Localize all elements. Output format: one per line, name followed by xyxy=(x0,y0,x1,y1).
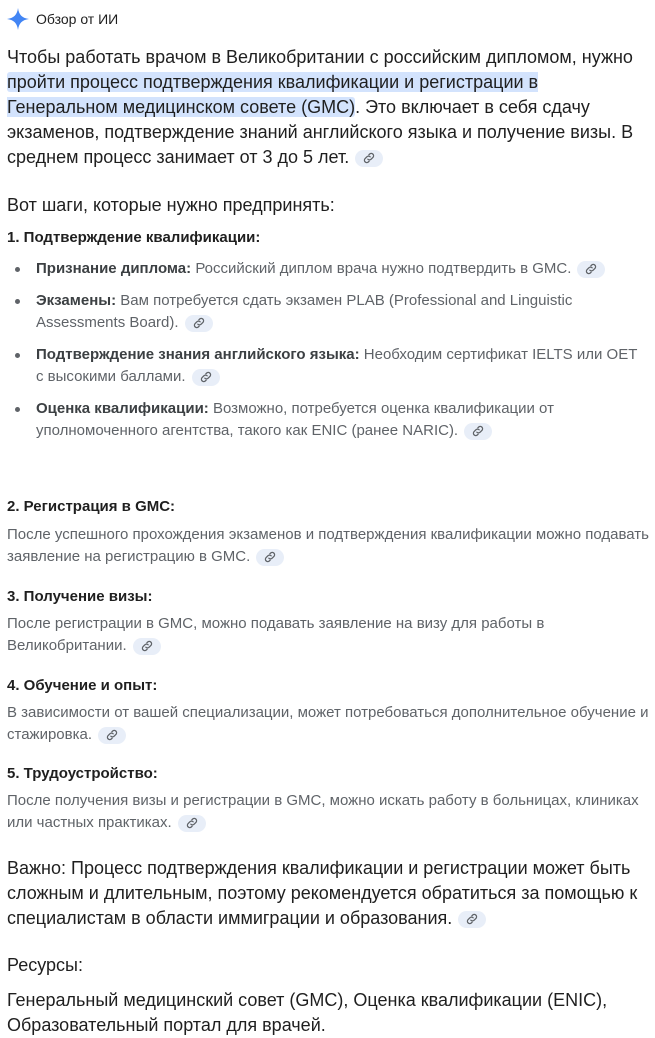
link-icon xyxy=(362,151,376,165)
step5-heading: 5. Трудоустройство: xyxy=(7,765,158,782)
resources-label: Ресурсы: xyxy=(7,955,83,975)
step2-heading: 2. Регистрация в GMC: xyxy=(7,498,176,515)
intro-paragraph: Чтобы работать врачом в Великобритании с российским дипломом, нужно пройти процесс подтверждения квалификации и регистрации в Генеральном медицинском совете (GMC). Это включает в себя сдачу экзаменов, подтверждение знаний английского языка и получение визы. В среднем процесс занимает от 3 до 5 лет. xyxy=(7,47,634,167)
bullet-dot xyxy=(15,407,20,412)
list-item: Оценка квалификации: Возможно, потребуется оценка квалификации от уполномоченного агентства, такого как ENIC (ранее NARIC). xyxy=(0,398,650,442)
bullet-dot xyxy=(15,267,20,272)
step2-text: После успешного прохождения экзаменов и подтверждения квалификации можно подавать заявление на регистрацию в GMC. xyxy=(7,526,649,565)
bullet-dot xyxy=(15,353,20,358)
list-item: Экзамены: Вам потребуется сдать экзамен PLAB (Professional and Linguistic Assessments Board). xyxy=(0,290,650,334)
link-icon xyxy=(199,370,213,384)
step5-text: После получения визы и регистрации в GMC, можно искать работу в больницах, клиниках или частных практиках. xyxy=(7,792,639,831)
source-link-button[interactable] xyxy=(464,423,492,440)
link-icon xyxy=(465,912,479,926)
source-link-button[interactable] xyxy=(98,727,126,744)
resources-text: Генеральный медицинский совет (GMC), Оценка квалификации (ENIC), Образовательный портал для врачей. xyxy=(7,990,608,1035)
header-title: Обзор от ИИ xyxy=(36,11,119,27)
source-link-button[interactable] xyxy=(133,638,161,655)
step4-text: В зависимости от вашей специализации, может потребоваться дополнительное обучение и стажировка. xyxy=(7,704,649,743)
important-note: Важно: Процесс подтверждения квалификации и регистрации может быть сложным и длительным, поэтому рекомендуется обратиться за помощью к специалистам в области иммиграции и образования. xyxy=(7,858,638,928)
bullet-dot xyxy=(15,299,20,304)
list-item: Подтверждение знания английского языка: Необходим сертификат IELTS или OET с высокими баллами. xyxy=(0,344,650,388)
sparkle-icon xyxy=(6,7,30,31)
source-link-button[interactable] xyxy=(185,315,213,332)
link-icon xyxy=(584,262,598,276)
intro-highlight: пройти процесс подтверждения квалификации и регистрации в Генеральном медицинском совете (GMC) xyxy=(7,72,539,117)
step3-text: После регистрации в GMC, можно подавать заявление на визу для работы в Великобритании. xyxy=(7,615,545,654)
link-icon xyxy=(192,316,206,330)
list-item: Признание диплома: Российский диплом врача нужно подтвердить в GMC. xyxy=(0,258,650,280)
ai-overview-header xyxy=(6,6,118,32)
source-link-button[interactable] xyxy=(192,369,220,386)
source-link-button[interactable] xyxy=(256,549,284,566)
link-icon xyxy=(105,728,119,742)
link-icon xyxy=(140,639,154,653)
link-icon xyxy=(263,550,277,564)
source-link-button[interactable] xyxy=(178,815,206,832)
steps-intro: Вот шаги, которые нужно предпринять: xyxy=(7,195,335,215)
source-link-button[interactable] xyxy=(458,911,486,928)
step4-heading: 4. Обучение и опыт: xyxy=(7,677,158,694)
link-icon xyxy=(185,816,199,830)
step1-list xyxy=(0,258,650,452)
step1-heading: 1. Подтверждение квалификации: xyxy=(7,229,261,246)
source-link-button[interactable] xyxy=(577,261,605,278)
link-icon xyxy=(471,424,485,438)
source-link-button[interactable] xyxy=(355,150,383,167)
step3-heading: 3. Получение визы: xyxy=(7,588,153,605)
